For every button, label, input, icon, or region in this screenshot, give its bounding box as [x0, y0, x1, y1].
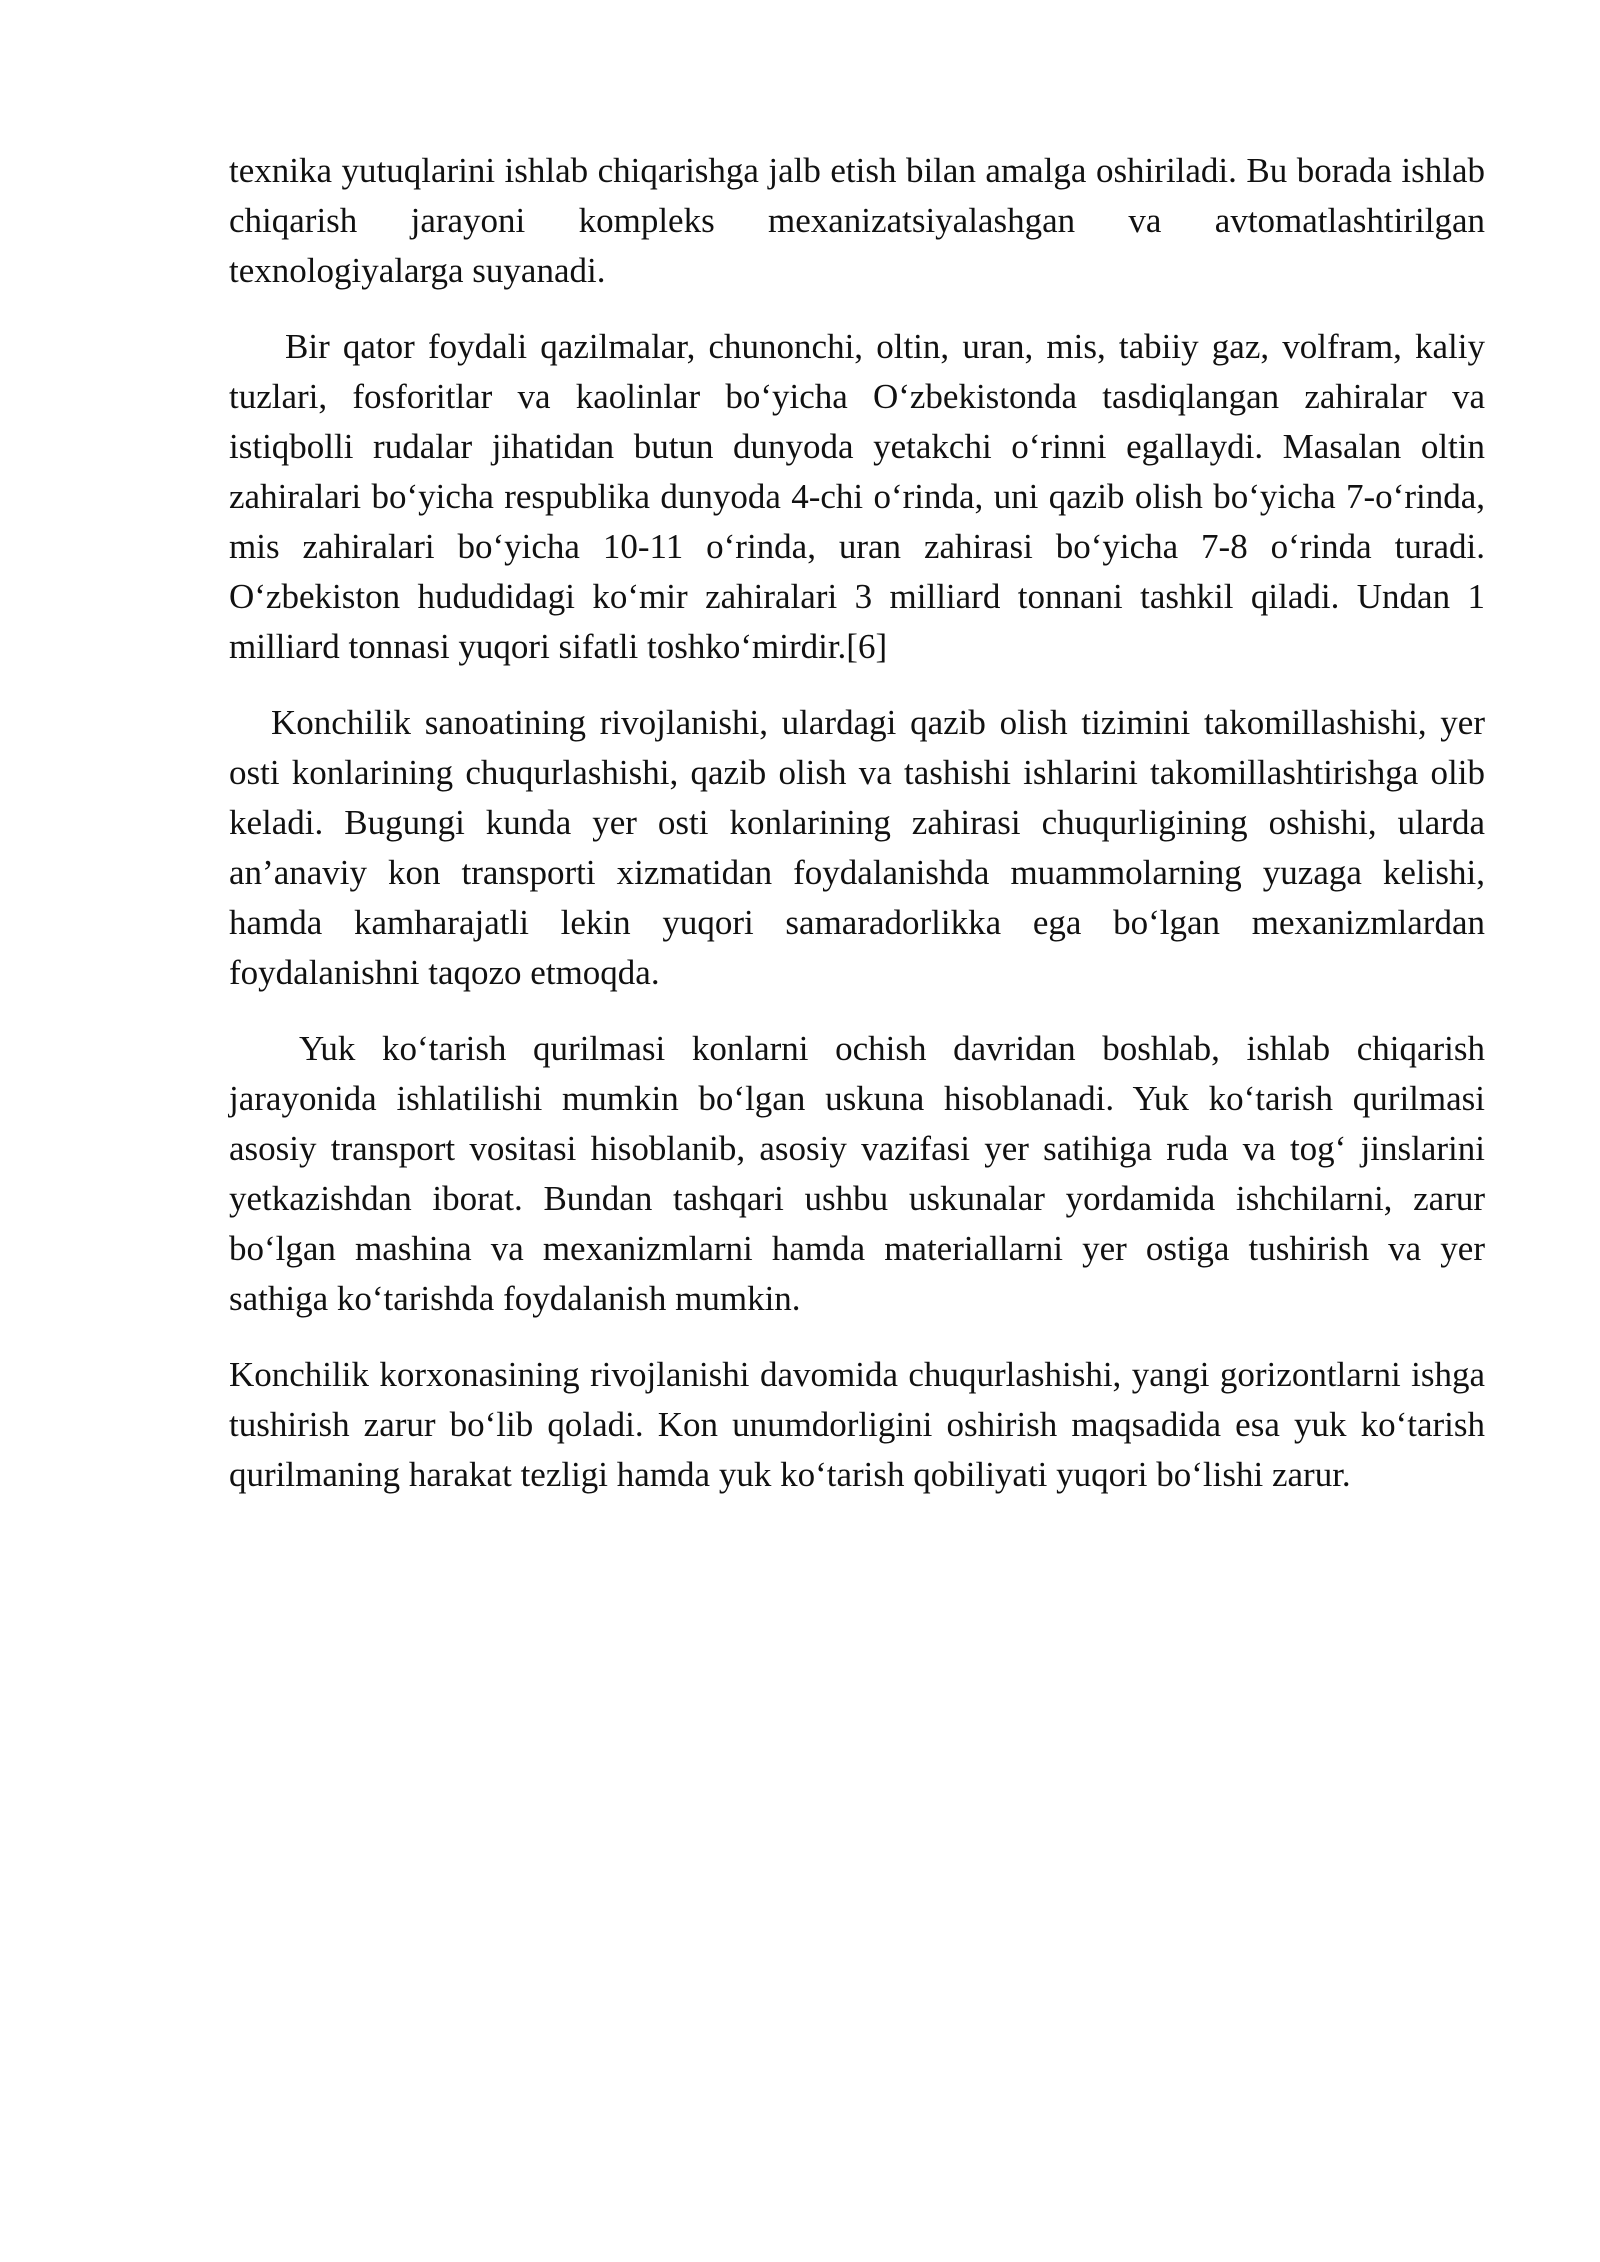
paragraph-1: texnika yutuqlarini ishlab chiqarishga jalb etish bilan amalga oshiriladi. Bu borada ishlab chiqarish jarayoni kompleks mexanizatsiyalashgan va avtomatlashtirilgan texnologiyalarga suyanadi.	[229, 151, 1485, 290]
paragraph-5: Konchilik korxonasining rivojlanishi davomida chuqurlashishi, yangi gorizontlarni ishga tushirish zarur bo‘lib qoladi. Kon unumdorligini oshirish maqsadida esa yuk ko‘tarish qurilmaning harakat tezligi hamda yuk ko‘tarish qobiliyati yuqori bo‘lishi zarur.	[229, 1355, 1485, 1494]
paragraph-3: Konchilik sanoatining rivojlanishi, ulardagi qazib olish tizimini takomillashishi, yer osti konlarining chuqurlashishi, qazib olish va tashishi ishlarini takomillashtirishga olib keladi. Bugungi kunda yer osti konlarining zahirasi chuqurligining oshishi, ularda an’anaviy kon transporti xizmatidan foydalanishda muammolarning yuzaga kelishi, hamda kamharajatli lekin yuqori samaradorlikka ega bo‘lgan mexanizmlardan foydalanishni taqozo etmoqda.	[229, 703, 1485, 992]
document-body	[229, 146, 1485, 1526]
paragraph-2: Bir qator foydali qazilmalar, chunonchi, oltin, uran, mis, tabiiy gaz, volfram, kaliy tuzlari, fosforitlar va kaolinlar bo‘yicha O‘zbekistonda tasdiqlangan zahiralar va istiqbolli rudalar jihatidan butun dunyoda yetakchi o‘rinni egallaydi. Masalan oltin zahiralari bo‘yicha respublika dunyoda 4-chi o‘rinda, uni qazib olish bo‘yicha 7-o‘rinda, mis zahiralari bo‘yicha 10-11 o‘rinda, uran zahirasi bo‘yicha 7-8 o‘rinda turadi. O‘zbekiston hududidagi ko‘mir zahiralari 3 milliard tonnani tashkil qiladi. Undan 1 milliard tonnasi yuqori sifatli toshko‘mirdir.[6]	[229, 327, 1485, 666]
paragraph-4: Yuk ko‘tarish qurilmasi konlarni ochish davridan boshlab, ishlab chiqarish jarayonida ishlatilishi mumkin bo‘lgan uskuna hisoblanadi. Yuk ko‘tarish qurilmasi asosiy transport vositasi hisoblanib, asosiy vazifasi yer satihiga ruda va tog‘ jinslarini yetkazishdan iborat. Bundan tashqari ushbu uskunalar yordamida ishchilarni, zarur bo‘lgan mashina va mexanizmlarni hamda materiallarni yer ostiga tushirish va yer sathiga ko‘tarishda foydalanish mumkin.	[229, 1029, 1485, 1318]
